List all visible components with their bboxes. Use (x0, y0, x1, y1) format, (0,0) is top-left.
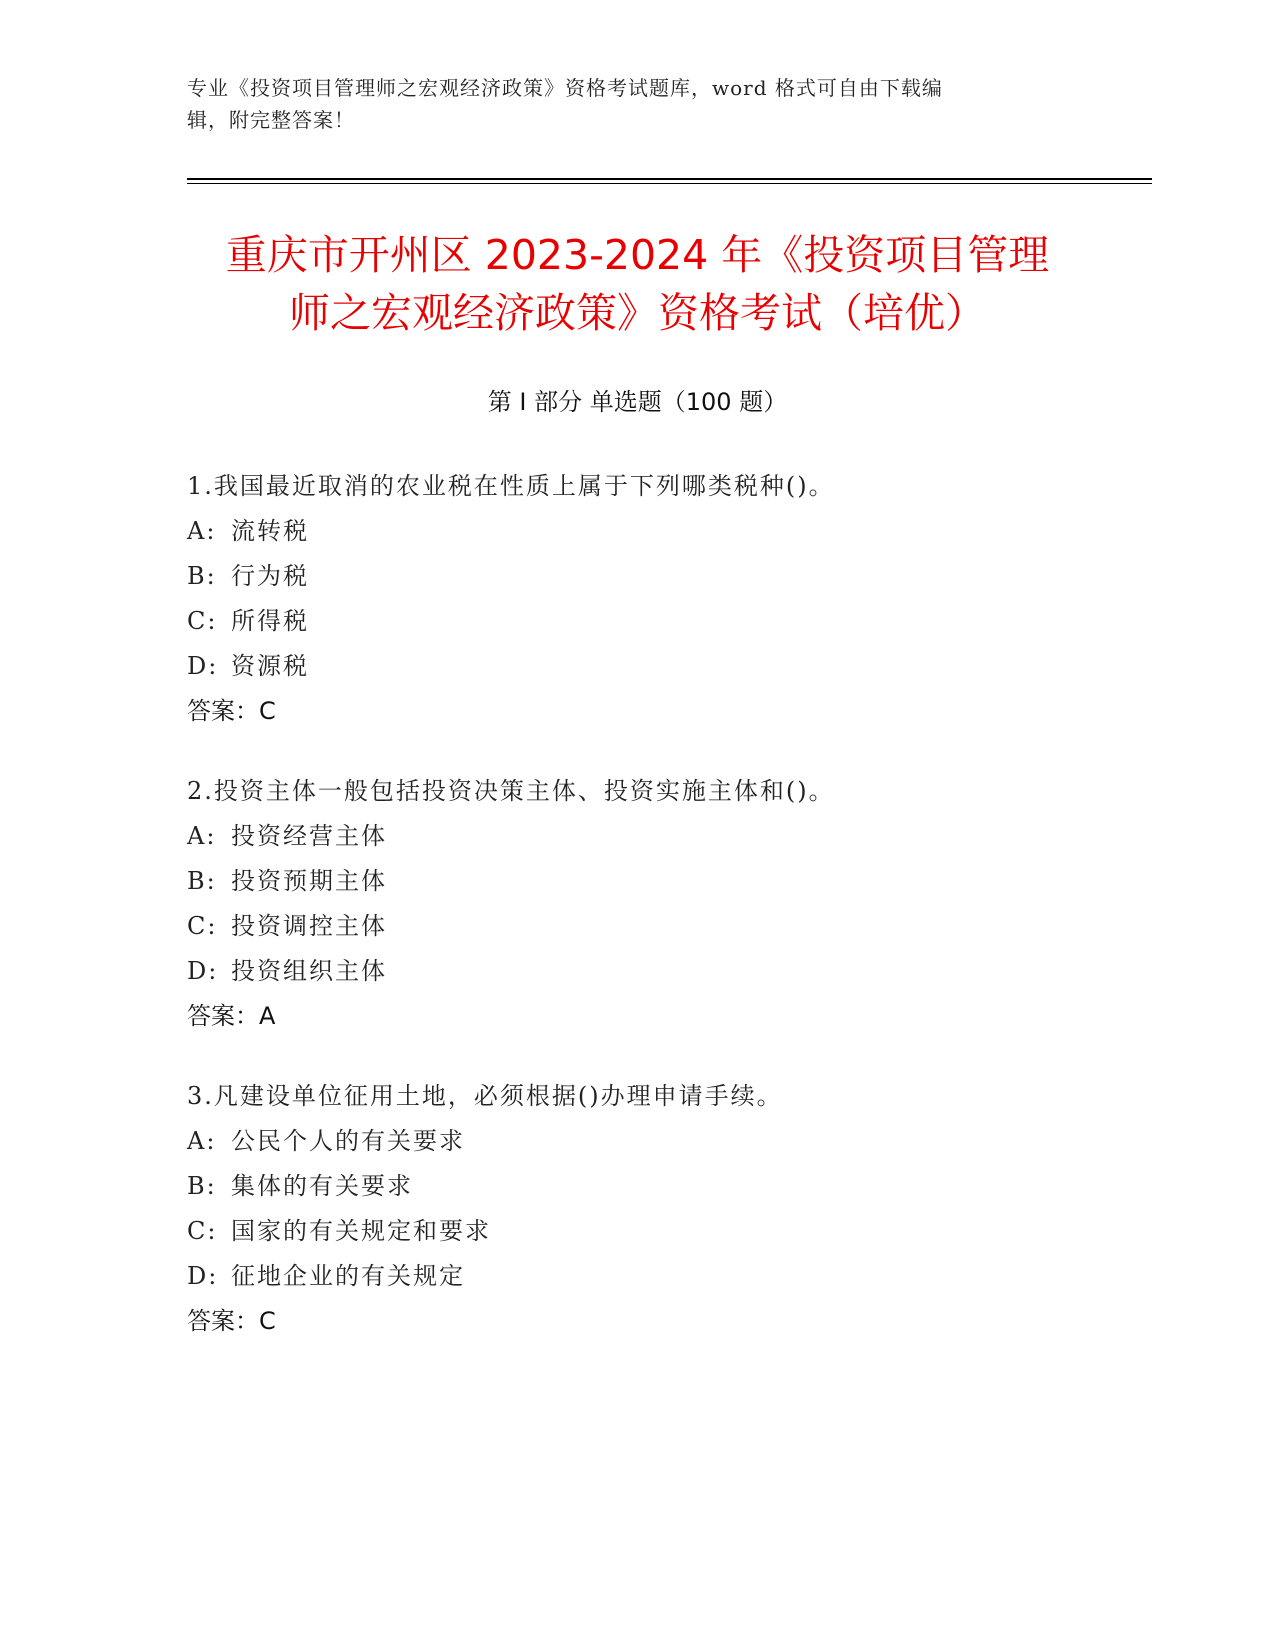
option-letter: B: (187, 867, 217, 895)
option-text: 投资经营主体 (231, 822, 387, 850)
option-c (187, 904, 1087, 949)
option-text: 所得税 (231, 607, 309, 635)
option-text: 流转税 (231, 517, 309, 545)
option-d (187, 644, 1087, 689)
option-text: 集体的有关要求 (231, 1172, 413, 1200)
question-stem: 1.我国最近取消的农业税在性质上属于下列哪类税种()。 (187, 472, 835, 500)
option-a (187, 1119, 1087, 1164)
question-1 (187, 464, 1087, 734)
question-stem: 3.凡建设单位征用土地，必须根据()办理申请手续。 (187, 1082, 783, 1110)
option-text: 投资组织主体 (231, 957, 387, 985)
option-c (187, 1209, 1087, 1254)
option-b (187, 554, 1087, 599)
header-note-line-2: 辑，附完整答案！ (187, 108, 355, 132)
option-text: 投资预期主体 (231, 867, 387, 895)
answer-line: 答案：A (187, 1002, 276, 1030)
answer-line: 答案：C (187, 697, 276, 725)
option-letter: D: (187, 957, 219, 985)
question-stem: 2.投资主体一般包括投资决策主体、投资实施主体和()。 (187, 777, 835, 805)
option-text: 投资调控主体 (231, 912, 387, 940)
option-text: 征地企业的有关规定 (231, 1262, 465, 1290)
document-title (160, 226, 1115, 342)
option-letter: A: (187, 1127, 217, 1155)
option-d (187, 1254, 1087, 1299)
option-text: 公民个人的有关要求 (231, 1127, 465, 1155)
option-letter: C: (187, 1217, 218, 1245)
option-d (187, 949, 1087, 994)
document-title-line-1: 重庆市开州区 2023-2024 年《投资项目管理 (225, 231, 1050, 279)
question-3 (187, 1074, 1087, 1344)
option-letter: A: (187, 822, 217, 850)
option-letter: D: (187, 652, 219, 680)
section-heading: 第 I 部分 单选题（100 题） (487, 388, 788, 416)
option-letter: A: (187, 517, 217, 545)
option-b (187, 1164, 1087, 1209)
header-rule-thin (187, 183, 1152, 184)
option-letter: C: (187, 607, 218, 635)
header-note (187, 72, 1057, 136)
option-a (187, 814, 1087, 859)
answer-line: 答案：C (187, 1307, 276, 1335)
option-letter: C: (187, 912, 218, 940)
option-letter: D: (187, 1262, 219, 1290)
option-letter: B: (187, 562, 217, 590)
option-letter: B: (187, 1172, 217, 1200)
option-b (187, 859, 1087, 904)
header-note-line-1: 专业《投资项目管理师之宏观经济政策》资格考试题库，word 格式可自由下载编 (187, 76, 943, 100)
document-title-line-2: 师之宏观经济政策》资格考试（培优） (289, 289, 986, 337)
question-2 (187, 769, 1087, 1039)
option-text: 行为税 (231, 562, 309, 590)
option-text: 国家的有关规定和要求 (231, 1217, 491, 1245)
header-rule-thick (187, 178, 1152, 180)
option-a (187, 509, 1087, 554)
option-text: 资源税 (231, 652, 309, 680)
option-c (187, 599, 1087, 644)
